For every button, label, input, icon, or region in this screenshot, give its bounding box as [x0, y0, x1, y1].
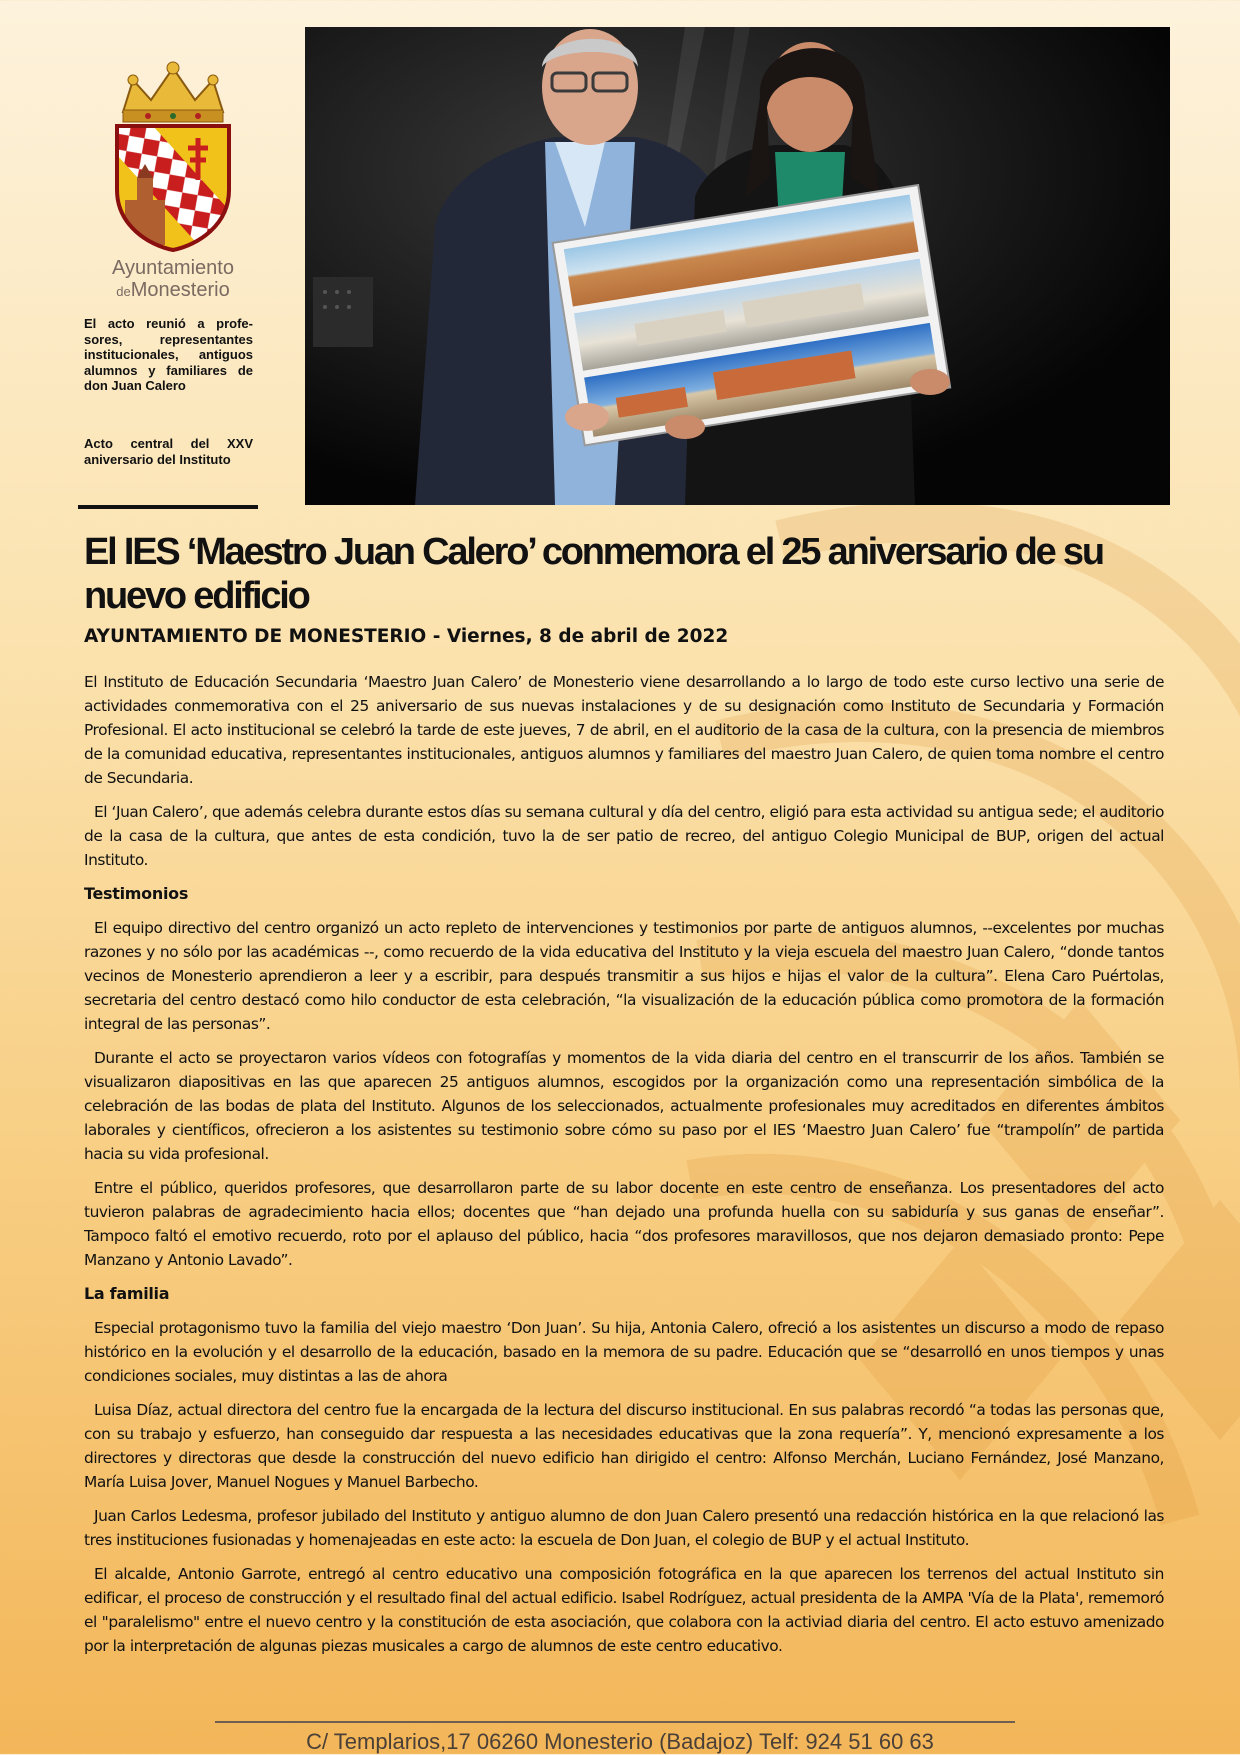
paragraph: Especial protagonismo tuvo la familia del viejo maestro ‘Don Juan’. Su hija, Antonia Calero, ofreció a los asistentes un discurso a modo de repaso histórico en la evolución y el desarrollo de la educación, basado en la memora de su padre. Educación que se “desarrolló en unos tiempos y unas condiciones sociales, muy distintas a las de ahora: [84, 1319, 1164, 1385]
municipal-logo: [88, 60, 258, 303]
paragraph: Luisa Díaz, actual directora del centro fue la encargada de la lectura del discurso institucional. En sus palabras recordó “a todas las personas que, con su trabajo y esfuerzo, han conseguido dar respuesta a las necesidades educativas que la zona requería”. Y, mencionó expresamente a los directores y directoras que desde la construcción del nuevo edificio han dirigido el centro: Alfonso Merchán, Luciano Fernández, José Manzano, María Luisa Jover, Manuel Nogues y Manuel Barbecho.: [84, 1401, 1164, 1491]
paragraph: El Instituto de Educación Secundaria ‘Maestro Juan Calero’ de Monesterio viene desarrollando a lo largo de todo este curso lectivo una serie de actividades conmemorativa con el 25 aniversario de sus nuevas instalaciones y de su designación como Instituto de Secundaria y Formación Profesional. El acto institucional se celebró la tarde de este jueves, 7 de abril, en el auditorio de la casa de la cultura, con la presencia de miembros de la comunidad educativa, representantes institucionales, antiguos alumnos y familiares del maestro Juan Calero, de quien toma nombre el centro de Secundaria.: [84, 673, 1164, 787]
section-heading-familia: La familia: [84, 1284, 170, 1303]
paragraph: Juan Carlos Ledesma, profesor jubilado del Instituto y antiguo alumno de don Juan Calero presentó una redacción histórica en la que relacionó las tres instituciones fusionadas y homenajeadas en este acto: la escuela de Don Juan, el colegio de BUP y el actual Instituto.: [84, 1507, 1164, 1549]
footer-divider: [215, 1721, 1015, 1723]
paragraph: El equipo directivo del centro organizó un acto repleto de intervenciones y testimonios por parte de antiguos alumnos, --excelentes por muchas razones y no sólo por las académicas --, como recuerdo de la vida educativa del Instituto y la vieja escuela del maestro Juan Calero, “donde tantos vecinos de Monesterio aprendieron a leer y a escribir, para después transmitir a sus hijos e hijas el valor de la cultura”. Elena Caro Puértolas, secretaria del centro destacó como hilo conductor de esta celebración, “la visualización de la educación pública como promotora de la formación integral de las personas”.: [84, 919, 1164, 1033]
section-heading-testimonios: Testimonios: [84, 884, 189, 903]
caption-divider: [78, 505, 258, 509]
event-photo: [305, 27, 1170, 505]
paragraph: Durante el acto se proyectaron varios vídeos con fotografías y momentos de la vida diaria del centro en el transcurrir de los años. También se visualizaron diapositivas en las que aparecen 25 antiguos alumnos, escogidos por la organización como una representación simbólica de la celebración de las bodas de plata del Instituto. Algunos de los seleccionados, actualmente profesionales muy acreditados en diferentes ámbitos laborales y científicos, ofrecieron a los asistentes su testimonio sobre cómo su paso por el IES ‘Maestro Juan Calero’ fue “trampolín” de partida hacia su vida profesional.: [84, 1049, 1164, 1163]
article-byline: AYUNTAMIENTO DE MONESTERIO - Viernes, 8 de abril de 2022: [84, 626, 729, 647]
logo-line-2: [88, 279, 258, 303]
photo-caption: El acto reunió a profesores, representantes institucionales, antiguos alumnos y familiares de don Juan Calero: [84, 316, 253, 393]
paragraph: Entre el público, queridos profesores, que desarrollaron parte de su labor docente en este centro de enseñanza. Los presentadores del acto tuvieron palabras de agradecimiento hacia ellos; docentes que “han dejado una profunda huella con su sabiduría y sus ganas de enseñar”. Tampoco faltó el emotivo recuerdo, roto por el aplauso del público, hacia “dos profesores maravillosos, que nos dejaron demasiado pronto: Pepe Manzano y Antonio Lavado”.: [84, 1179, 1164, 1269]
event-caption: Acto central del XXV aniversario del Instituto: [84, 436, 253, 467]
footer-address: C/ Templarios,17 06260 Monesterio (Badajoz) Telf: 924 51 60 63: [306, 1729, 934, 1754]
photo-icon: [305, 27, 1170, 505]
article-title: El IES ‘Maestro Juan Calero’ conmemora el 25 aniversario de su nuevo edificio: [84, 531, 1103, 617]
article-body: [84, 670, 1164, 1668]
crown-icon: [123, 62, 223, 122]
logo-line-2-prefix: de: [116, 284, 131, 299]
paragraph: El alcalde, Antonio Garrote, entregó al centro educativo una composición fotográfica en la que aparecen los terrenos del actual Instituto sin edificar, el proceso de construcción y el resultado final del actual edificio. Isabel Rodríguez, actual presidenta de la AMPA 'Vía de la Plata', rememoró el "paralelismo" entre el nuevo centro y la constitución de esta asociación, que colabora con la activiad diaria del centro. El acto estuvo amenizado por la interpretación de algunas piezas musicales a cargo de alumnos de este centro educativo.: [84, 1565, 1164, 1655]
paragraph: El ‘Juan Calero’, que además celebra durante estos días su semana cultural y día del centro, eligió para esta actividad su antigua sede; el auditorio de la casa de la cultura, que antes de esta condición, tuvo la de ser patio de recreo, del antiguo Colegio Municipal de BUP, origen del actual Instituto.: [84, 803, 1164, 869]
logo-line-1: Ayuntamiento: [112, 257, 234, 279]
logo-text: [88, 257, 258, 303]
coat-of-arms-icon: [103, 60, 243, 255]
logo-line-2-main: Monesterio: [130, 279, 230, 301]
